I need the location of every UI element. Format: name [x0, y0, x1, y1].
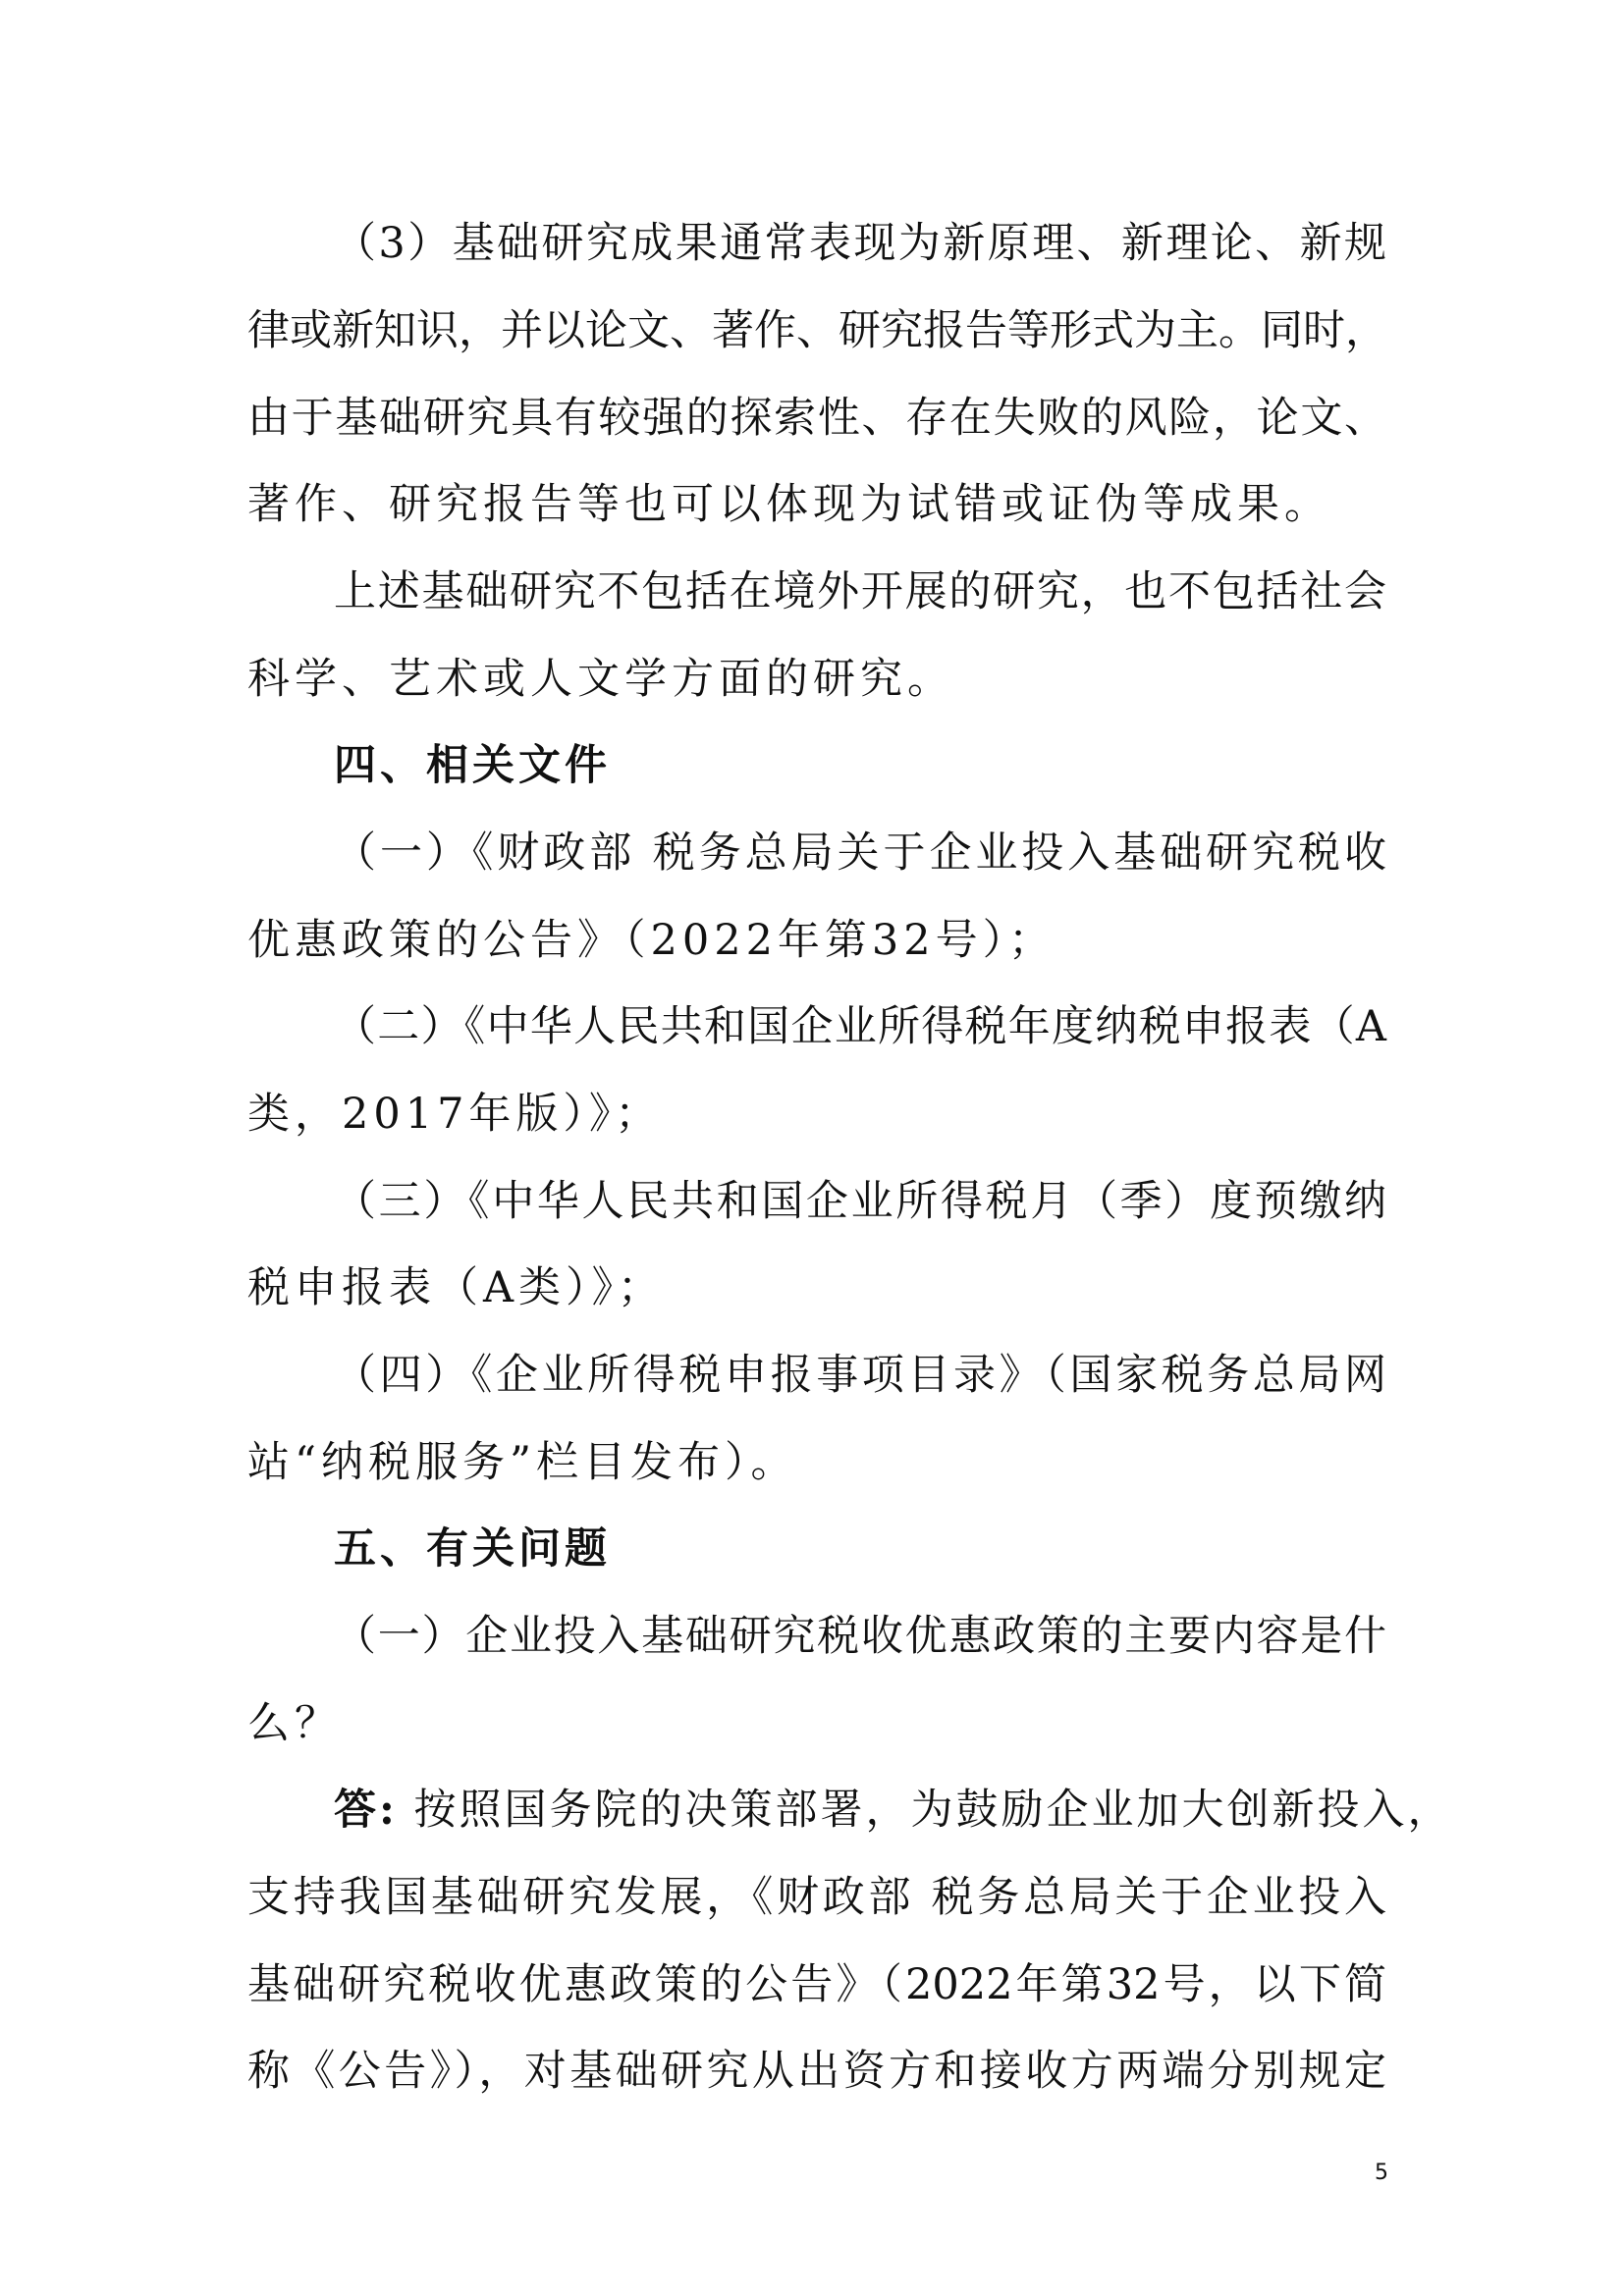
paragraph-line: 科学、艺术或人文学方面的研究。 [247, 655, 954, 704]
paragraph-line: 著作、研究报告等也可以体现为试错或证伪等成果。 [247, 480, 1331, 529]
section-heading: 五、有关问题 [334, 1524, 611, 1574]
paragraph-line: 上述基础研究不包括在境外开展的研究，也不包括社会 [334, 567, 1386, 616]
paragraph-line: 支持我国基础研究发展，《财政部 税务总局关于企业投入 [247, 1873, 1386, 1922]
paragraph-line: 基础研究税收优惠政策的公告》（2022年第32号，以下简 [247, 1960, 1386, 2009]
paragraph-line: （三）《中华人民共和国企业所得税月（季）度预缴纳 [334, 1177, 1386, 1226]
answer-line [334, 1781, 1453, 1840]
answer-label: 答: [334, 1786, 398, 1835]
paragraph-line: 类，2017年版）》； [247, 1090, 663, 1139]
paragraph-line: （3）基础研究成果通常表现为新原理、新理论、新规 [334, 219, 1386, 268]
paragraph-line: （一）企业投入基础研究税收优惠政策的主要内容是什 [334, 1612, 1386, 1661]
paragraph-line: 税申报表（A类）》； [247, 1263, 666, 1312]
paragraph-line: （一）《财政部 税务总局关于企业投入基础研究税收 [334, 828, 1386, 878]
paragraph-line: （二）《中华人民共和国企业所得税年度纳税申报表（A [334, 1002, 1386, 1051]
page-number: 5 [1375, 2161, 1388, 2185]
paragraph-line: 由于基础研究具有较强的探索性、存在失败的风险，论文、 [247, 394, 1386, 443]
paragraph-line: 站“纳税服务”栏目发布）。 [247, 1438, 798, 1487]
paragraph-line: （四）《企业所得税申报事项目录》（国家税务总局网 [334, 1351, 1386, 1400]
answer-text: 按照国务院的决策部署，为鼓励企业加大创新投入， [397, 1786, 1453, 1835]
paragraph-line: 称《公告》），对基础研究从出资方和接收方两端分别规定 [247, 2047, 1386, 2096]
paragraph-line: 优惠政策的公告》（2022年第32号）； [247, 916, 1056, 965]
section-heading: 四、相关文件 [334, 741, 611, 790]
paragraph-line: 律或新知识，并以论文、著作、研究报告等形式为主。同时， [247, 306, 1387, 355]
paragraph-line: 么？ [247, 1699, 342, 1748]
